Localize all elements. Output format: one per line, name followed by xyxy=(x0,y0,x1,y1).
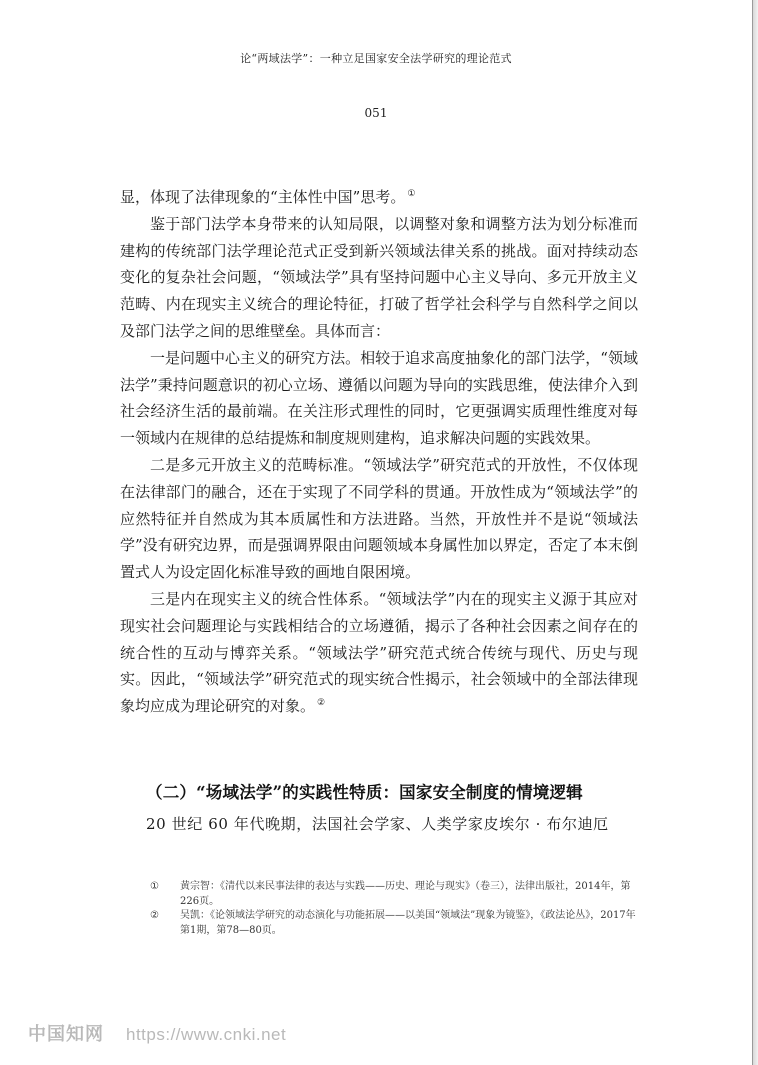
running-title: 论“两域法学”：一种立足国家安全法学研究的理论范式 xyxy=(240,52,512,65)
footnotes xyxy=(150,880,640,938)
section-first-line: 20 世纪 60 年代晚期，法国社会学家、人类学家皮埃尔 · 布尔迪厄 xyxy=(146,815,609,833)
paragraph xyxy=(120,586,638,720)
paragraph-text: 三是内在现实主义的统合性体系。“领域法学”内在的现实主义源于其应对现实社会问题理论与实践相结合的立场遵循，揭示了各种社会因素之间存在的统合性的互动与博弈关系。“领域法学”研究范式统合传统与现代、历史与现实。因此，“领域法学”研究范式的现实统合性揭示，社会领域中的全部法律现象均应成为理论研究的对象。 xyxy=(120,589,638,716)
paragraph: 二是多元开放主义的范畴标准。“领域法学”研究范式的开放性，不仅体现在法律部门的融合，还在于实现了不同学科的贯通。开放性成为“领域法学”的应然特征并自然成为其本质属性和方法进路。当然，开放性并不是说“领域法学”没有研究边界，而是强调界限由问题领域本身属性加以界定，否定了本末倒置式人为设定固化标准导致的画地自限困境。 xyxy=(120,455,638,582)
footnote-item xyxy=(150,909,640,938)
watermark-site-name: 中国知网 xyxy=(28,1024,104,1044)
body-text xyxy=(120,184,638,720)
paragraph: 一是问题中心主义的研究方法。相较于追求高度抽象化的部门法学，“领域法学”秉持问题意识的初心立场、遵循以问题为导向的实践思维，使法律介入到社会经济生活的最前端。在关注形式理性的同时，它更强调实质理性维度对每一领域内在规律的总结提炼和制度规则建构，追求解决问题的实践效果。 xyxy=(120,348,638,448)
watermark-url: https://www.cnki.net xyxy=(126,1025,287,1044)
page-number: 051 xyxy=(364,106,388,120)
paragraph: 鉴于部门法学本身带来的认知局限，以调整对象和调整方法为划分标准而建构的传统部门法学理论范式正受到新兴领域法律关系的挑战。面对持续动态变化的复杂社会问题，“领域法学”具有坚持问题中心主义导向、多元开放主义范畴、内在现实主义统合的理论特征，打破了哲学社会科学与自然科学之间以及部门法学之间的思维壁垒。具体而言： xyxy=(120,214,638,340)
footnote-text: 黄宗智：《清代以来民事法律的表达与实践——历史、理论与现实》（卷三），法律出版社，2014年，第226页。 xyxy=(180,881,631,907)
footnote-reference[interactable]: ① xyxy=(407,189,416,199)
paragraph-text: 显，体现了法律现象的“主体性中国”思考。 xyxy=(120,188,406,206)
page-edge-shadow xyxy=(753,0,758,1065)
paragraph-continuation xyxy=(120,184,638,211)
watermark xyxy=(28,1020,286,1046)
section-heading: （二）“场域法学”的实践性特质：国家安全制度的情境逻辑 xyxy=(146,783,583,802)
footnote-text: 吴凯：《论领域法学研究的动态演化与功能拓展——以美国“领域法”现象为镜鉴》，《政法论丛》，2017年第1期，第78—80页。 xyxy=(180,910,636,936)
footnote-mark: ① xyxy=(150,881,159,892)
footnote-mark: ② xyxy=(150,910,159,921)
footnote-reference[interactable]: ② xyxy=(317,698,326,709)
footnote-item xyxy=(150,880,640,909)
